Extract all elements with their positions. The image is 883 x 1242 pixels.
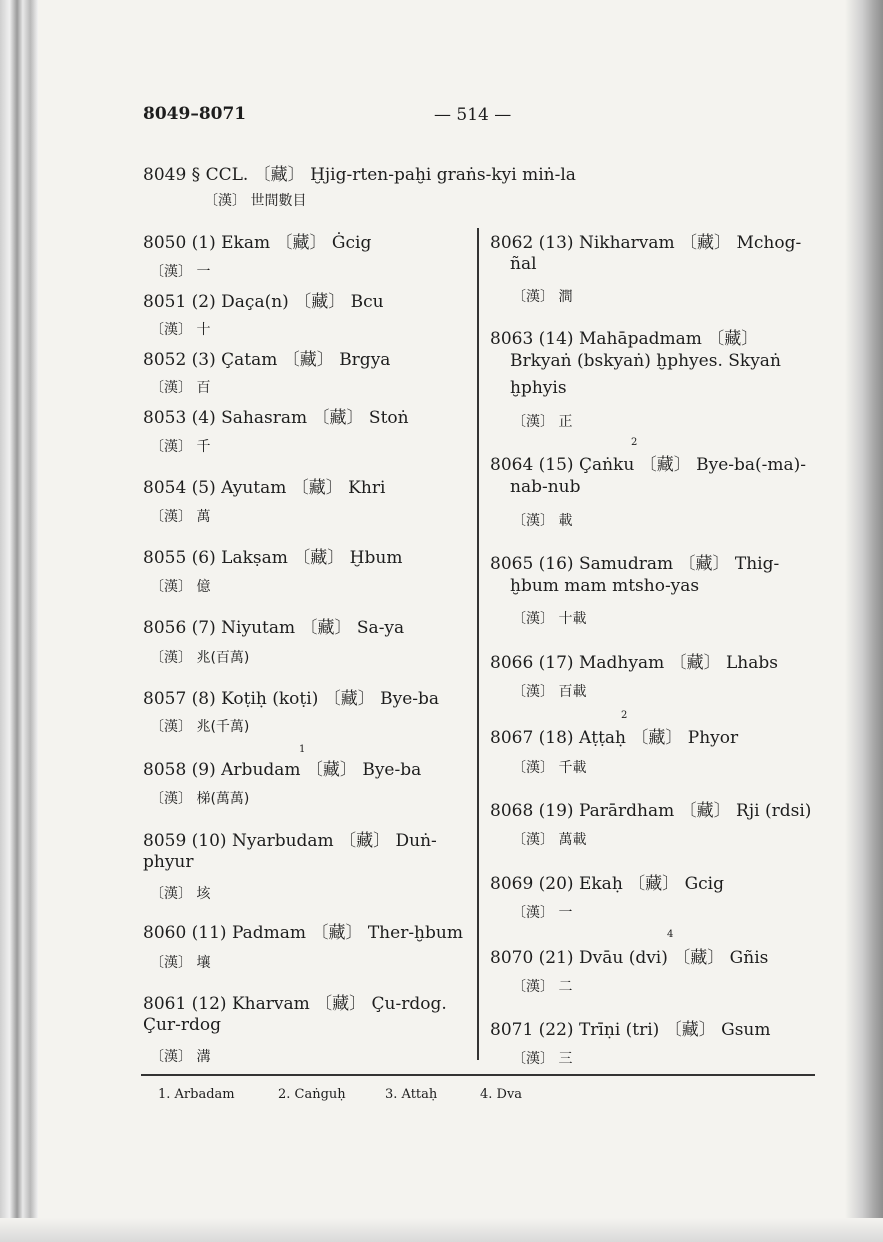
section-heading: 8049 § CCL. 〔藏〕 Ḫjig-rten-paḫi graṅs-kyi miṅ-la <box>143 165 576 185</box>
entry-8062: 8062 (13) Nikharvam 〔藏〕 Mchog- <box>490 233 802 253</box>
entry-8067: 8067 (18) Aṭṭaḥ 〔藏〕 Phyor <box>490 728 739 748</box>
entry-8068: 8068 (19) Parārdham 〔藏〕 Rji (rdsi) <box>490 801 812 821</box>
entry-8065: 8065 (16) Samudram 〔藏〕 Thig- <box>490 554 780 574</box>
entry-8059: 8059 (10) Nyarbudam 〔藏〕 Duṅ- <box>143 831 437 851</box>
entry-8052-cn: 〔漢〕 百 <box>150 380 211 396</box>
footnote-2: 2. Caṅguḥ <box>278 1087 346 1102</box>
entry-8050-cn: 〔漢〕 一 <box>150 264 211 280</box>
entry-8058: 8058 (9) Arbudam 〔藏〕 Bye-ba <box>143 760 422 780</box>
entry-8050: 8050 (1) Ekam 〔藏〕 Ġcig <box>143 233 372 253</box>
entry-8067-cn: 〔漢〕 千載 <box>512 760 587 776</box>
entry-8063-cont2: ḫphyis <box>510 378 567 398</box>
entry-8057-cn: 〔漢〕 兆(千萬) <box>150 719 250 735</box>
entry-8056-cn: 〔漢〕 兆(百萬) <box>150 650 250 666</box>
entry-8062-cn: 〔漢〕 澗 <box>512 289 573 305</box>
entry-8055-cn: 〔漢〕 億 <box>150 579 211 595</box>
entry-8066: 8066 (17) Madhyam 〔藏〕 Lhabs <box>490 653 778 673</box>
entry-8058-cn: 〔漢〕 梯(萬萬) <box>150 791 250 807</box>
entry-8070-cn: 〔漢〕 二 <box>512 979 573 995</box>
entry-8054: 8054 (5) Ayutam 〔藏〕 Khri <box>143 478 386 498</box>
entry-8055: 8055 (6) Lakṣam 〔藏〕 Ḫbum <box>143 548 403 568</box>
footnote-3: 3. Attaḥ <box>385 1087 438 1102</box>
entry-8062-cont: ñal <box>510 254 537 274</box>
entry-8061-cont: Çur-rdog <box>143 1015 221 1035</box>
entry-8063-cn: 〔漢〕 正 <box>512 414 573 430</box>
page-bottom-edge <box>0 1218 883 1242</box>
entry-8057: 8057 (8) Koṭiḥ (koṭi) 〔藏〕 Bye-ba <box>143 689 440 709</box>
entry-8064-cont: nab-nub <box>510 477 581 497</box>
page-number: — 514 — <box>434 105 512 125</box>
entry-8064-cn: 〔漢〕 載 <box>512 513 573 529</box>
entry-8069: 8069 (20) Ekaḥ 〔藏〕 Gcig <box>490 874 724 894</box>
entry-8053-cn: 〔漢〕 千 <box>150 439 211 455</box>
entry-8071: 8071 (22) Trīṇi (tri) 〔藏〕 Gsum <box>490 1020 771 1040</box>
entry-8060-cn: 〔漢〕 壤 <box>150 955 211 971</box>
footnote-1: 1. Arbadam <box>158 1087 235 1102</box>
section-heading-cn: 〔漢〕 世間數目 <box>204 193 307 209</box>
entry-8051-cn: 〔漢〕 十 <box>150 322 211 338</box>
entry-8064: 8064 (15) Çaṅku 〔藏〕 Bye-ba(-ma)- <box>490 455 807 475</box>
entry-8068-cn: 〔漢〕 萬載 <box>512 832 587 848</box>
footnote-mark-1: 1 <box>299 744 306 755</box>
entry-8059-cont: phyur <box>143 852 194 872</box>
entry-8061-cn: 〔漢〕 溝 <box>150 1049 211 1065</box>
entry-8071-cn: 〔漢〕 三 <box>512 1051 573 1067</box>
entry-8053: 8053 (4) Sahasram 〔藏〕 Stoṅ <box>143 408 409 428</box>
entry-8063: 8063 (14) Mahāpadmam 〔藏〕 <box>490 329 759 349</box>
entry-8060: 8060 (11) Padmam 〔藏〕 Ther-ḫbum <box>143 923 463 943</box>
entry-8061: 8061 (12) Kharvam 〔藏〕 Çu-rdog. <box>143 994 447 1014</box>
entry-8054-cn: 〔漢〕 萬 <box>150 509 211 525</box>
footnote-4: 4. Dva <box>480 1087 523 1102</box>
entry-8052: 8052 (3) Çatam 〔藏〕 Brgya <box>143 350 391 370</box>
entry-8051: 8051 (2) Daça(n) 〔藏〕 Bcu <box>143 292 384 312</box>
footnote-mark-4: 4 <box>667 929 674 940</box>
entry-8070: 8070 (21) Dvāu (dvi) 〔藏〕 Gñis <box>490 948 769 968</box>
footnote-mark-3: 2 <box>621 710 628 721</box>
entry-8059-cn: 〔漢〕 垓 <box>150 886 211 902</box>
entry-8066-cn: 〔漢〕 百載 <box>512 684 587 700</box>
page-edge-shadow <box>845 0 883 1242</box>
entry-8069-cn: 〔漢〕 一 <box>512 905 573 921</box>
entry-8063-cont: Brkyaṅ (bskyaṅ) ḫphyes. Skyaṅ <box>510 351 781 371</box>
entry-8056: 8056 (7) Niyutam 〔藏〕 Sa-ya <box>143 618 405 638</box>
book-binding-edge <box>0 0 38 1242</box>
footnote-mark-2: 2 <box>631 437 638 448</box>
entry-8065-cn: 〔漢〕 十載 <box>512 611 587 627</box>
footnote-rule <box>141 1074 815 1076</box>
column-divider <box>477 228 479 1060</box>
entry-8065-cont: ḫbum mam mtsho-yas <box>510 576 700 596</box>
entry-range-header: 8049–8071 <box>143 104 247 124</box>
